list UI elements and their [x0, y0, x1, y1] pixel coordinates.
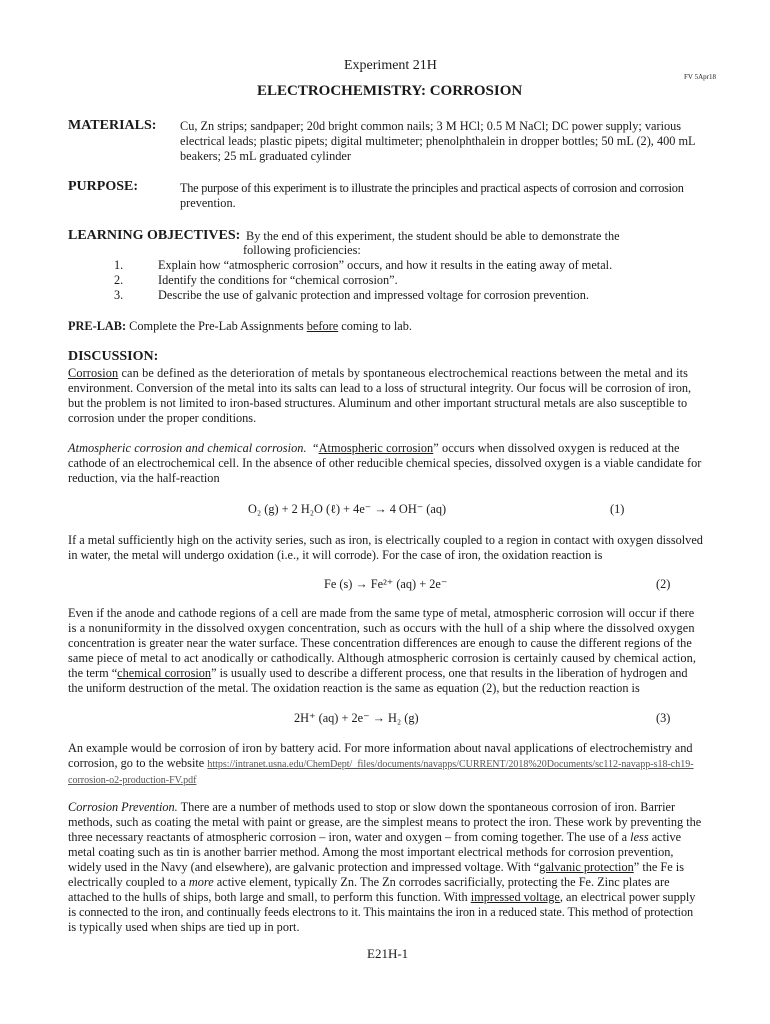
equation-3-number: (3) [656, 711, 671, 725]
paragraph-line: is typically used when ships are tied up in port. [68, 920, 300, 934]
version-tag: FV 5Apr18 [684, 73, 716, 81]
materials-line: beakers; 25 mL graduated cylinder [180, 149, 351, 163]
paragraph-line: the uniform destruction of the metal. The oxidation reaction is the same as equation (2), but the reduction reaction is [68, 681, 640, 695]
paragraph-line: in water, the metal will undergo oxidation (i.e., it will corrode). For the case of iron, the oxidation reaction is [68, 548, 603, 562]
paragraph-line [68, 890, 695, 906]
objective-text: Explain how “atmospheric corrosion” occurs, and how it results in the eating away of metal. [158, 258, 613, 272]
navapps-link-continued[interactable]: corrosion-o2-production-FV.pdf [68, 775, 197, 786]
equation-1-number: (1) [610, 502, 625, 516]
materials-heading: MATERIALS: [68, 118, 157, 133]
purpose-heading: PURPOSE: [68, 179, 138, 194]
paragraph-line: is connected to the iron, and continually feeds electrons to it. This maintains the iron in a reduced state. This method of protection [68, 905, 694, 919]
paragraph-line: An example would be corrosion of iron by battery acid. For more information about naval applications of electrochemistry and [68, 741, 693, 755]
paragraph-line [68, 860, 684, 876]
prelab-line [68, 319, 412, 335]
link-continuation [68, 770, 196, 788]
term-atmospheric-corrosion: Atmospheric corrosion [318, 441, 434, 455]
purpose-line: The purpose of this experiment is to illustrate the principles and practical aspects of corrosion and corrosion [180, 181, 684, 195]
paragraph-line: environment. Conversion of the metal into its salts can lead to a loss of structural integrity. Our focus will be corrosion of iron, [68, 381, 692, 395]
objectives-heading: LEARNING OBJECTIVES: [68, 228, 241, 243]
objectives-intro: By the end of this experiment, the student should be able to demonstrate the [246, 229, 620, 243]
paragraph-line [68, 800, 675, 816]
experiment-number: Experiment 21H [344, 58, 437, 73]
paragraph-line [68, 875, 670, 891]
purpose-line: prevention. [180, 196, 236, 210]
paragraph-line: Atmospheric corrosion and chemical corrosion. “Atmospheric corrosion” occurs when dissolved oxygen is reduced at the [68, 441, 680, 455]
objective-number: 3. [114, 288, 124, 302]
text: ” is usually used to describe a different process, one that results in the liberation of hydrogen and [211, 666, 688, 680]
objective-number: 1. [114, 258, 124, 272]
text: , an electrical power supply [559, 890, 696, 904]
objective-text: Identify the conditions for “chemical corrosion”. [158, 273, 398, 287]
text: occurs when dissolved oxygen is reduced at the [441, 441, 680, 455]
paragraph-line: corrosion under the proper conditions. [68, 411, 257, 425]
text: can be defined as the deterioration of metals by spontaneous electrochemical reactions between the metal and its [121, 366, 689, 380]
page-number: E21H-1 [367, 946, 409, 961]
paragraph-line [68, 666, 688, 682]
paragraph-line: but the problem is not limited to iron-based structures. Aluminum and other important structural metals are also susceptible to [68, 396, 688, 410]
paragraph-line: cathode of an electrochemical cell. In the absence of other reducible chemical species, dissolved oxygen is a viable candidate for [68, 456, 702, 470]
term-corrosion: Corrosion [68, 366, 119, 380]
materials-line: Cu, Zn strips; sandpaper; 20d bright common nails; 3 M HCl; 0.5 M NaCl; DC power supply; various [180, 119, 682, 133]
text: widely used in the Navy (and elsewhere), are galvanic protection and impressed voltage. With “ [68, 860, 540, 874]
paragraph-line: is a nonuniformity in the dissolved oxygen concentration, such as occurs with the hull of a ship where the dissolved oxygen [68, 621, 695, 635]
prelab-label: PRE-LAB: [68, 319, 127, 333]
paragraph-line: concentration is greater near the water surface. These concentration differences are enough to cause the different regions of the [68, 636, 692, 650]
text: the term “ [68, 666, 118, 680]
text: ” the Fe is [633, 860, 684, 874]
emphasis-less: less [630, 830, 649, 844]
term-impressed-voltage: impressed voltage [470, 890, 560, 904]
text: attached to the hulls of ships, both large and small, to perform this function. With [68, 890, 468, 904]
prelab-text: Complete the Pre-Lab Assignments [129, 319, 304, 333]
subheading-atmospheric: Atmospheric corrosion and chemical corrosion. [68, 441, 307, 455]
prelab-emphasis: before [306, 319, 339, 333]
text: electrically coupled to a [68, 875, 186, 889]
prelab-text-end: coming to lab. [341, 319, 412, 333]
equation-2: Fe (s) → Fe²⁺ (aq) + 2e⁻ [324, 577, 448, 591]
paragraph-line [68, 830, 681, 846]
term-galvanic-protection: galvanic protection [539, 860, 634, 874]
subheading-corrosion-prevention: Corrosion Prevention. [68, 800, 178, 814]
document-title: ELECTROCHEMISTRY: CORROSION [257, 83, 523, 99]
equation-2-number: (2) [656, 577, 671, 591]
emphasis-more: more [188, 875, 214, 889]
text: There are a number of methods used to stop or slow down the spontaneous corrosion of iron. Barrier [180, 800, 676, 814]
materials-line: electrical leads; plastic pipets; digital multimeter; phenolphthalein in dropper bottles; 50 mL (2), 400 mL [180, 134, 696, 148]
term-chemical-corrosion: chemical corrosion [117, 666, 212, 680]
objectives-intro: following proficiencies: [243, 243, 361, 257]
paragraph-line: reduction, via the half-reaction [68, 471, 220, 485]
objective-number: 2. [114, 273, 124, 287]
text: active [651, 830, 682, 844]
equation-3: 2H⁺ (aq) + 2e⁻ → H₂ (g) [294, 711, 419, 725]
text: active element, typically Zn. The Zn corrodes sacrificially, protecting the Fe. Zinc plates are [216, 875, 670, 889]
paragraph-line: Even if the anode and cathode regions of a cell are made from the same type of metal, atmospheric corrosion will occur if there [68, 606, 695, 620]
text: three necessary reactants of atmospheric corrosion – iron, water and oxygen – from coming together. The use of a [68, 830, 628, 844]
equation-1: O₂ (g) + 2 H₂O (ℓ) + 4e⁻ → 4 OH⁻ (aq) [248, 502, 447, 516]
discussion-heading: DISCUSSION: [68, 349, 159, 364]
navapps-link[interactable]: https://intranet.usna.edu/ChemDept/_files/documents/navapps/CURRENT/2018%20Documents/sc112-navapp-s18-ch19- [207, 759, 694, 770]
paragraph-line: metal coating such as tin is another barrier method. Among the most important electrical methods for corrosion prevention, [68, 845, 674, 859]
objective-text: Describe the use of galvanic protection and impressed voltage for corrosion prevention. [158, 288, 589, 302]
paragraph-line: If a metal sufficiently high on the activity series, such as iron, is electrically coupled to a region in contact with oxygen dissolved [68, 533, 703, 547]
text: corrosion, go to the website [68, 756, 205, 770]
paragraph-line: methods, such as coating the metal with paint or grease, are the simplest means to protect the iron. These work by preventing the [68, 815, 702, 829]
paragraph-line: same piece of metal to act anodically or cathodically. Although atmospheric corrosion is certainly caused by chemical action, [68, 651, 697, 665]
paragraph-line [68, 366, 688, 382]
